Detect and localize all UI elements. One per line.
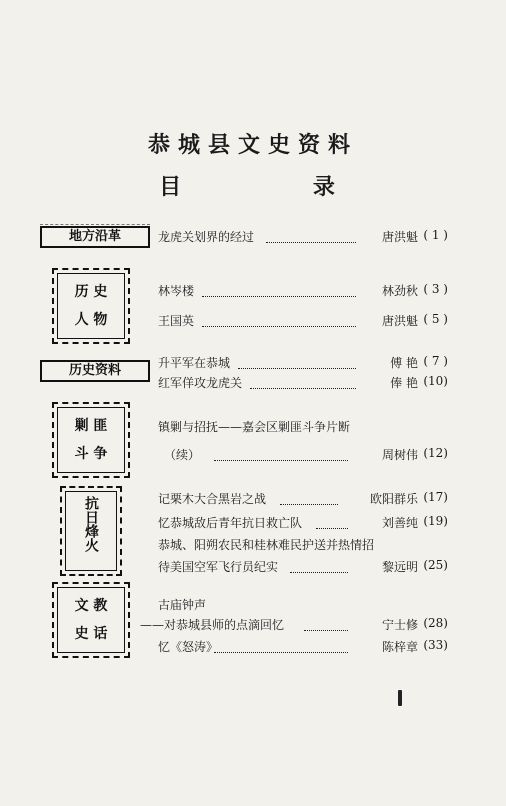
- leader-dots: [266, 228, 356, 243]
- leader-dots: [202, 312, 356, 327]
- toc-entry: [158, 558, 448, 574]
- entry-author: 唐洪魁: [381, 230, 418, 244]
- leader-dots: [214, 446, 348, 461]
- section-label: 地方沿革: [68, 229, 121, 244]
- entry-title: 龙虎关划界的经过: [158, 230, 255, 244]
- document-title: 恭城县文史资料: [147, 132, 358, 158]
- toc-entry: [158, 312, 448, 328]
- section-historical-figures: [52, 268, 130, 344]
- section-label-line: 历 史: [74, 284, 108, 300]
- entry-author: 周树伟: [381, 448, 418, 462]
- document-subtitle: 目 录: [159, 174, 397, 200]
- entry-page: (33): [423, 638, 448, 652]
- leader-dots: [316, 514, 348, 529]
- entry-page: (12): [423, 446, 448, 460]
- toc-entry: [158, 354, 448, 370]
- leader-dots: [214, 638, 348, 653]
- entry-author: 宁士修: [381, 618, 418, 632]
- leader-dots: [238, 354, 356, 369]
- section-label-line: 史 话: [74, 626, 108, 642]
- entry-title-line: 镇剿与招抚——嘉会区剿匪斗争片断: [158, 420, 351, 434]
- section-local-history: [40, 226, 150, 248]
- entry-title: 王国英: [158, 314, 195, 328]
- leader-dots: [250, 374, 356, 389]
- entry-title: ——对恭城县师的点滴回忆: [140, 618, 285, 632]
- entry-title: 红军佯攻龙虎关: [158, 376, 243, 390]
- entry-page: (10): [423, 374, 448, 388]
- section-war-beacon: [60, 486, 122, 576]
- entry-page: (28): [423, 616, 448, 630]
- entry-page: ( 1 ): [423, 228, 448, 242]
- entry-author: 陈梓章: [381, 640, 418, 654]
- entry-title: 待美国空军飞行员纪实: [158, 560, 279, 574]
- section-culture-education: [52, 582, 130, 658]
- entry-title: 忆恭城敌后青年抗日救亡队: [158, 516, 303, 530]
- toc-entry: [158, 514, 448, 530]
- entry-author: 刘善纯: [381, 516, 418, 530]
- entry-title: （续）: [164, 448, 201, 462]
- section-label: 抗日烽火: [83, 496, 99, 552]
- entry-page: ( 7 ): [423, 354, 448, 368]
- page-mark: [398, 690, 402, 706]
- toc-entry: [158, 228, 448, 244]
- section-bandit-struggle: [52, 402, 130, 478]
- entry-page: ( 3 ): [423, 282, 448, 296]
- entry-title-line: 古庙钟声: [158, 598, 207, 612]
- toc-entry: [158, 374, 448, 390]
- toc-entry: [140, 616, 448, 632]
- leader-dots: [202, 282, 356, 297]
- toc-entry: [158, 638, 448, 654]
- entry-title: 记栗木大合黑岩之战: [158, 492, 267, 506]
- entry-page: ( 5 ): [423, 312, 448, 326]
- section-label-line: 剿 匪: [74, 418, 108, 434]
- section-label-line: 人 物: [74, 312, 108, 328]
- entry-page: (19): [423, 514, 448, 528]
- entry-author: 欧阳群乐: [369, 492, 418, 506]
- leader-dots: [290, 558, 348, 573]
- section-historical-materials: [40, 360, 150, 382]
- entry-author: 黎远明: [381, 560, 418, 574]
- entry-title: 忆《怒涛》: [158, 640, 219, 654]
- leader-dots: [304, 616, 348, 631]
- entry-title-line: 恭城、阳朔农民和桂林难民护送并热情招: [158, 538, 375, 552]
- section-label: 历史资料: [68, 363, 121, 378]
- entry-author: 俸 艳: [390, 376, 418, 390]
- toc-entry: [158, 446, 448, 462]
- section-label-line: 文 教: [74, 598, 108, 614]
- toc-entry: [158, 490, 448, 506]
- entry-page: (17): [423, 490, 448, 504]
- section-label-line: 斗 争: [74, 446, 108, 462]
- entry-title: 升平军在恭城: [158, 356, 231, 370]
- divider: [40, 224, 150, 225]
- entry-author: 林劲秋: [381, 284, 418, 298]
- toc-entry: [158, 282, 448, 298]
- leader-dots: [280, 490, 338, 505]
- entry-author: 唐洪魁: [381, 314, 418, 328]
- entry-page: (25): [423, 558, 448, 572]
- entry-title: 林岑楼: [158, 284, 195, 298]
- entry-author: 傅 艳: [390, 356, 418, 370]
